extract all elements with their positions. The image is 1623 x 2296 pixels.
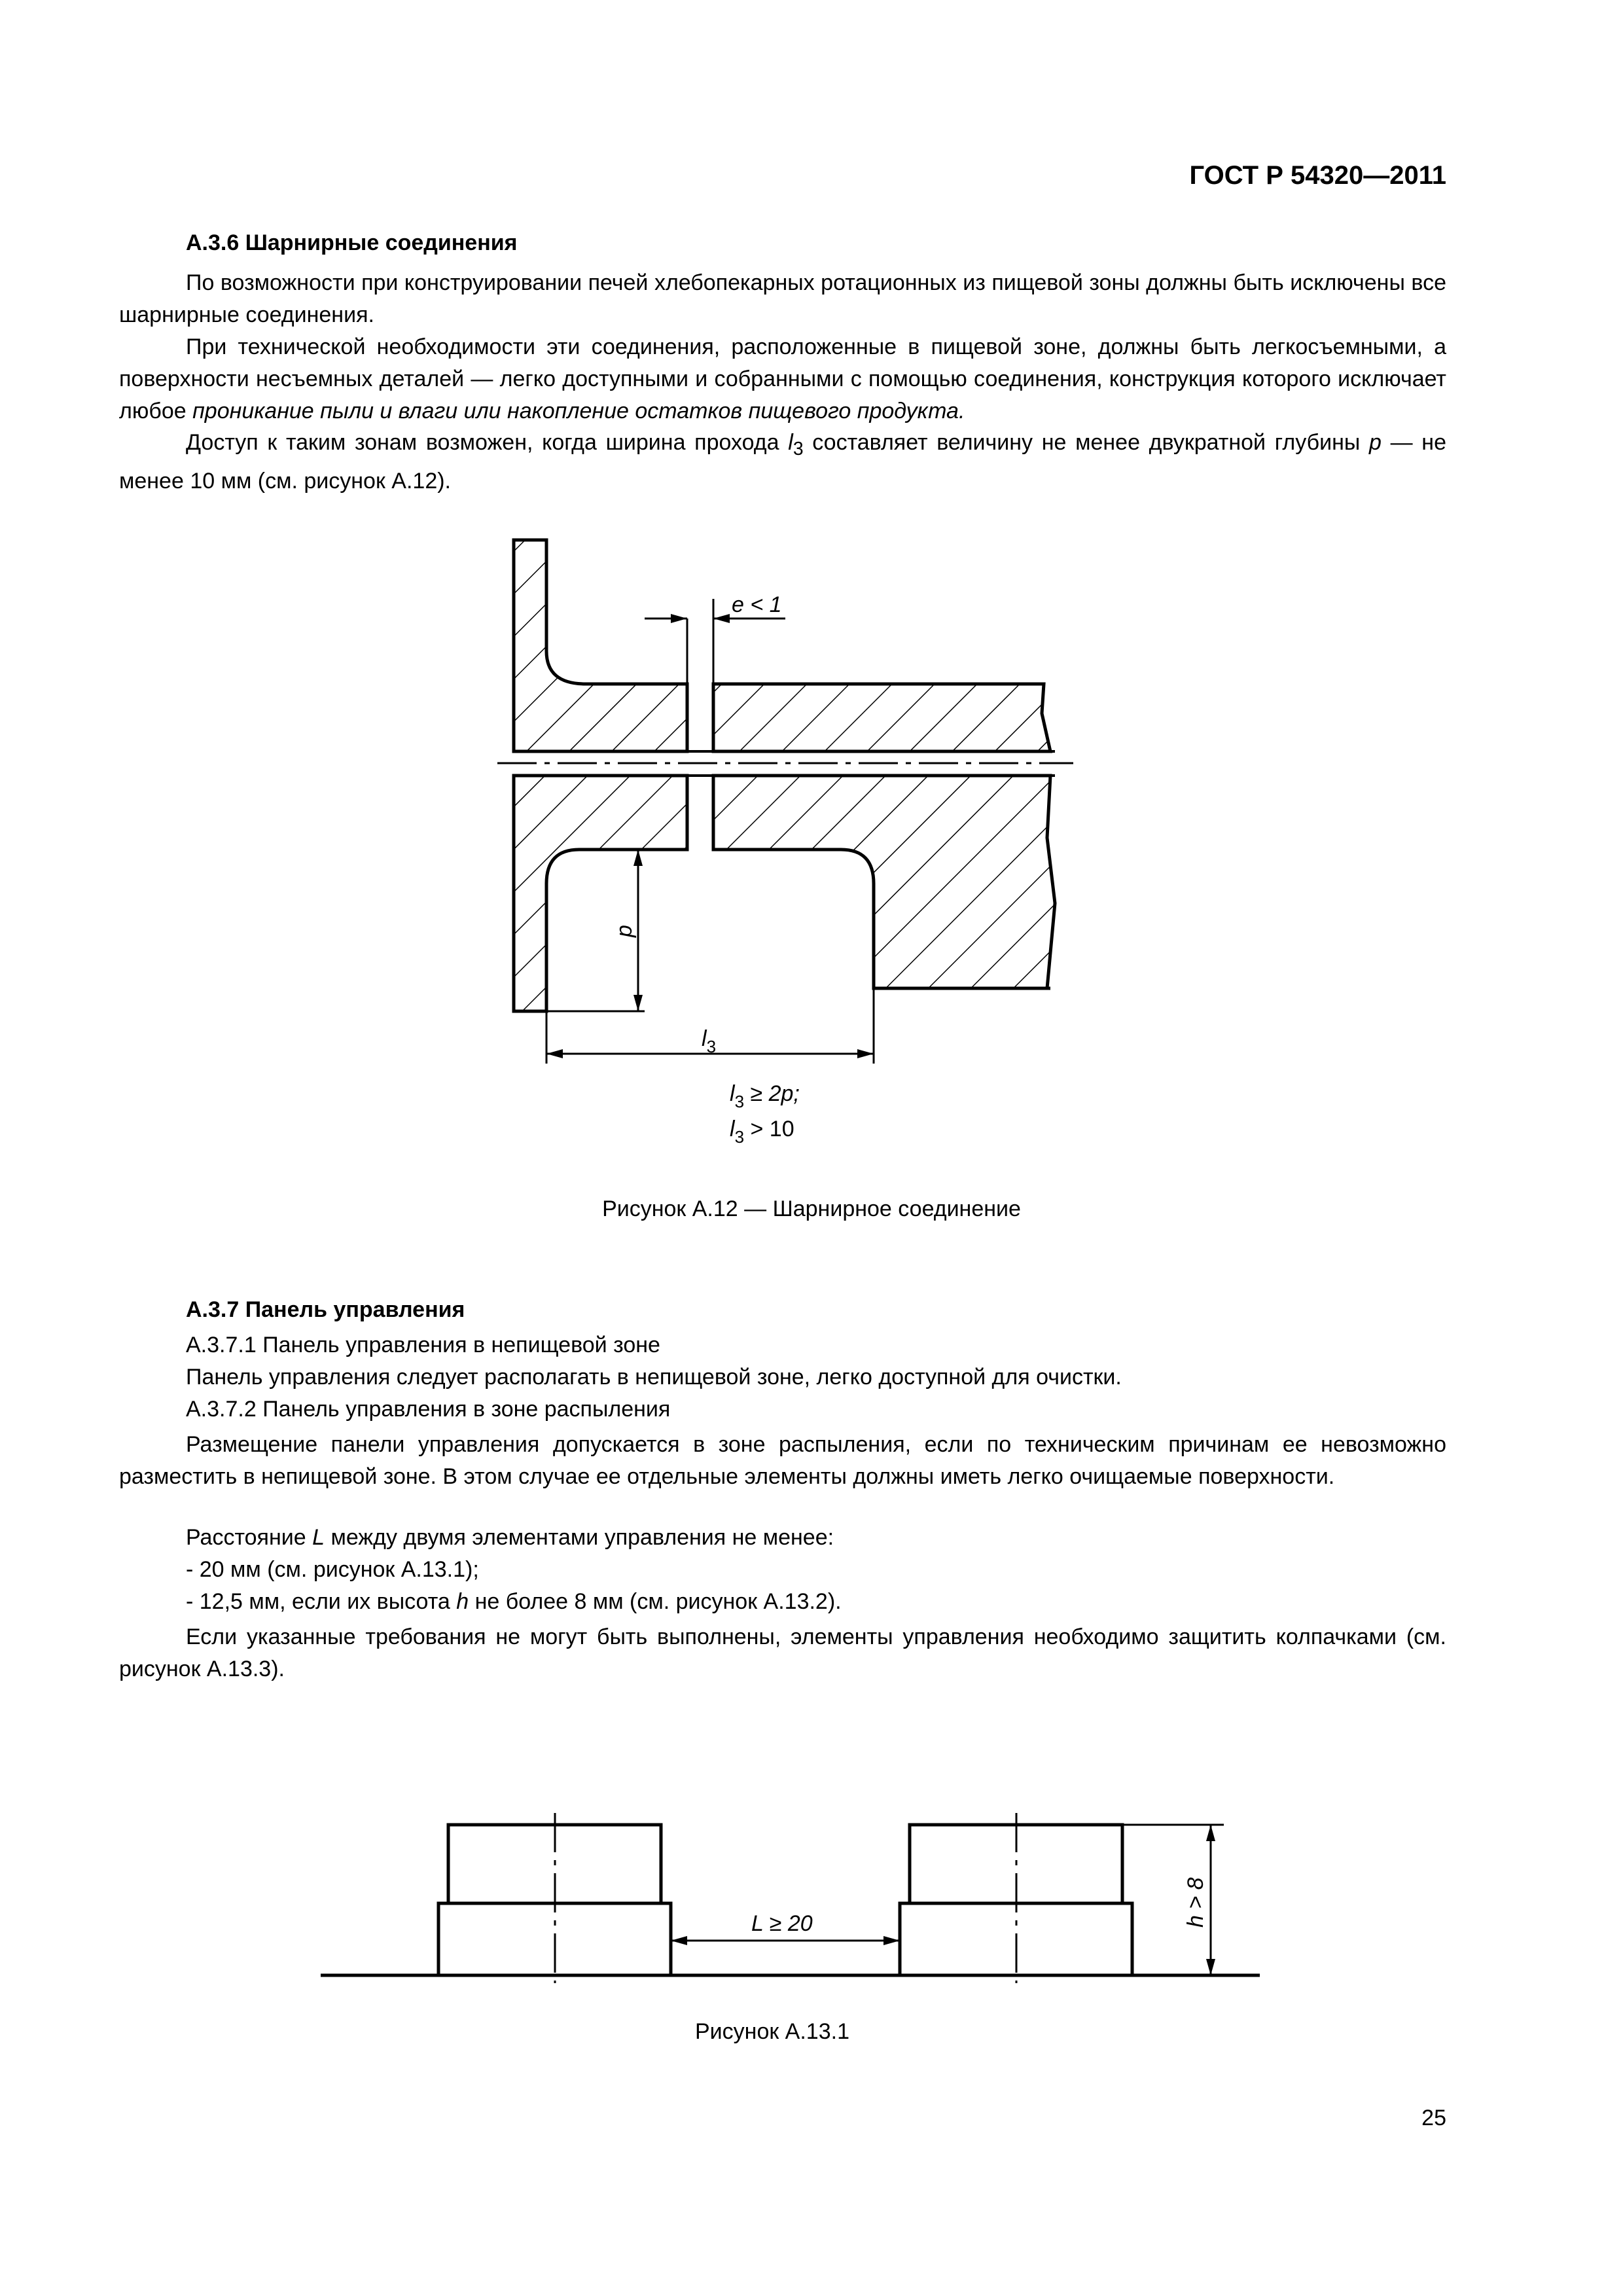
section-a37-title: А.3.7 Панель управления <box>186 1297 465 1322</box>
item2-text-a: - 12,5 мм, если их высота <box>186 1589 457 1614</box>
gap-arrowhead-left <box>671 614 687 623</box>
subsection-a371: А.3.7.1 Панель управления в непищевой зоне <box>186 1333 660 1357</box>
label-L: L ≥ 20 <box>751 1911 813 1936</box>
left-bracket-lower <box>514 776 687 1011</box>
L-arrowhead-left <box>671 1936 687 1945</box>
paragraph-a36-1: По возможности при конструировании печей хлебопекарных ротационных из пищевой зоны должны быть исключены все шарнирные соединения. <box>119 270 1446 327</box>
list-item-12-5mm <box>186 1589 842 1615</box>
p3-subscript: 3 <box>793 438 804 459</box>
p3-symbol-l: l <box>788 430 793 455</box>
subsection-a372-text: Размещение панели управления допускается в зоне распыления, если по техническим причинам ее невозможно разместить в непищевой зоне. В этом случае ее отдельные элементы должны иметь легко очищаемые поверхности. <box>119 1432 1446 1489</box>
paragraph-a36-2-italic: проникание пыли и влаги или накопление остатков пищевого продукта. <box>192 399 965 423</box>
list-item-20mm: - 20 мм (см. рисунок А.13.1); <box>186 1557 479 1582</box>
p3-symbol-p: p <box>1368 430 1382 455</box>
formula-l3-2p: $l_3 \ge 2p$; <box>730 1081 800 1111</box>
document-header: ГОСТ Р 54320—2011 <box>1189 161 1446 190</box>
distance-text-b: между двумя элементами управления не менее: <box>325 1525 834 1550</box>
right-block-upper <box>713 684 1050 751</box>
p3-text-a: Доступ к таким зонам возможен, когда ширина прохода <box>186 430 789 455</box>
item2-symbol-h: h <box>456 1589 469 1614</box>
subsection-a371-text: Панель управления следует располагать в непищевой зоне, легко доступной для очистки. <box>186 1365 1122 1390</box>
l3-arrowhead-right <box>857 1049 874 1058</box>
label-e: e < 1 <box>732 592 782 617</box>
section-a36-title: А.3.6 Шарнирные соединения <box>186 230 518 255</box>
figure-a131-caption: Рисунок А.13.1 <box>695 2019 849 2044</box>
label-h: h > 8 <box>1183 1877 1208 1928</box>
h-arrowhead-bottom <box>1206 1959 1215 1975</box>
label-l3: $l_3$ <box>702 1026 717 1056</box>
h-arrowhead-top <box>1206 1825 1215 1841</box>
distance-symbol-L: L <box>312 1525 325 1550</box>
p3-text-b: составляет величину не менее двукратной глубины <box>803 430 1369 455</box>
left-bracket-upper <box>514 540 687 751</box>
distance-text-a: Расстояние <box>186 1525 313 1550</box>
l3-arrowhead-left <box>546 1049 563 1058</box>
distance-paragraph <box>186 1525 834 1551</box>
page-number: 25 <box>1421 2106 1446 2130</box>
gap-arrowhead-right <box>713 614 730 623</box>
L-arrowhead-right <box>883 1936 900 1945</box>
figure-a131-control-elements <box>0 1767 1623 2003</box>
label-p: p <box>612 925 637 937</box>
final-paragraph: Если указанные требования не могут быть выполнены, элементы управления необходимо защитить колпачками (см. рисунок А.13.3). <box>119 1624 1446 1681</box>
p3-text-c: — не менее 10 мм (см. рисунок А.12). <box>119 430 1446 493</box>
subsection-a372: А.3.7.2 Панель управления в зоне распыления <box>186 1397 671 1422</box>
paragraph-a36-2-text: При технической необходимости эти соединения, расположенные в пищевой зоне, должны быть легкосъемными, а поверхности несъемных деталей — легко доступными и собранными с помощью соединения, конструкция которого исключает любое <box>119 334 1446 423</box>
figure-a12-caption: Рисунок А.12 — Шарнирное соединение <box>602 1196 1021 1221</box>
p-arrowhead-top <box>633 850 643 866</box>
item2-text-b: не более 8 мм (см. рисунок А.13.2). <box>469 1589 842 1614</box>
right-block-lower <box>713 776 1055 988</box>
p-arrowhead-bottom <box>633 995 643 1011</box>
formula-l3-10: $l_3 > 10$ <box>730 1117 794 1147</box>
